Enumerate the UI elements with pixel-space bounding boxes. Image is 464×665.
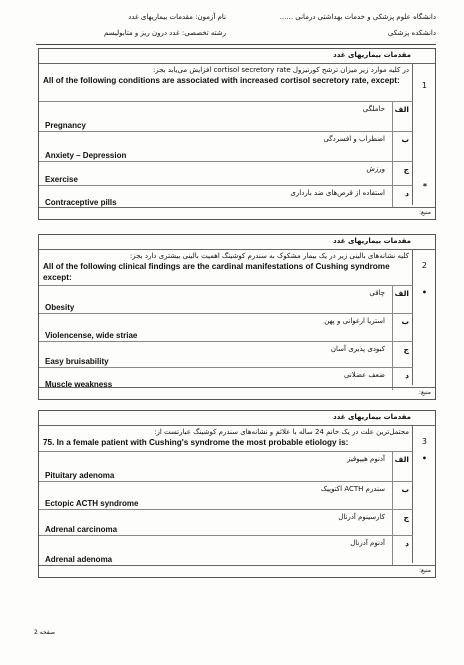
option-text-persian: آدنوم هیپوفیز <box>346 455 385 463</box>
option-text-persian: ضعف عضلانی <box>344 371 385 379</box>
option-text-english: Anxiety – Depression <box>45 151 127 160</box>
option-text-persian: حاملگی <box>362 105 385 113</box>
option-letter: الف <box>394 289 409 298</box>
source-row: منبع: <box>39 207 435 220</box>
question-2-box <box>38 234 436 400</box>
question-3-box <box>38 410 436 578</box>
answer-mark: • <box>421 288 427 297</box>
exam-specialty: رشته تخصصی: غدد درون ریز و متابولیسم <box>103 29 226 37</box>
header-exam-info <box>36 12 226 38</box>
page-number: صفحه 2 <box>34 629 55 636</box>
option-text-persian: استریا ارغوانی و پهن <box>324 317 385 325</box>
option-text-english: Pituitary adenoma <box>45 471 115 480</box>
question-number: 2 <box>421 261 427 270</box>
option-row[interactable] <box>39 313 413 342</box>
option-row[interactable] <box>39 285 427 314</box>
source-row: منبع: <box>39 387 435 400</box>
option-text-english: Ectopic ACTH syndrome <box>45 499 139 508</box>
option-row[interactable] <box>39 535 413 566</box>
option-text-english: Adrenal carcinoma <box>45 525 118 534</box>
source-row: منبع: <box>39 565 435 578</box>
header-divider <box>36 44 436 45</box>
exam-name: نام آزمون: مقدمات بیماریهای غدد <box>128 13 226 21</box>
question-number: 3 <box>421 437 427 446</box>
option-text-persian: ورزش <box>366 165 385 173</box>
question-stem <box>43 427 409 448</box>
option-text-persian: اضطراب و افسردگی <box>323 135 385 143</box>
option-row[interactable] <box>39 481 413 510</box>
answer-mark: * <box>422 182 427 191</box>
option-text-persian: کبودی پذیری آسان <box>330 345 385 353</box>
stem-persian: محتمل‌ترین علت در یک خانم 24 ساله با علائم و نشانه‌های سندرم کوشینگ عبارتست از: <box>154 428 409 436</box>
option-letter: ب <box>401 135 409 144</box>
question-stem <box>43 251 409 283</box>
option-text-english: Muscle weakness <box>45 380 113 389</box>
option-text-english: Obesity <box>45 303 75 312</box>
option-text-persian: سندرم ACTH اکتوپیک <box>320 485 385 493</box>
page-header <box>36 6 436 44</box>
stem-english: All of the following conditions are associated with increased cortisol secretory rate, except: <box>43 76 400 85</box>
option-letter: ج <box>403 165 409 174</box>
option-letter: د <box>405 371 409 380</box>
option-text-english: Exercise <box>45 175 78 184</box>
option-letter: ب <box>401 485 409 494</box>
header-institution <box>280 12 436 38</box>
option-letter: د <box>405 189 409 198</box>
stem-english: 75. In a female patient with Cushing's syndrome the most probable etiology is: <box>43 438 349 447</box>
option-row[interactable] <box>39 182 427 208</box>
option-text-english: Pregnancy <box>45 121 86 130</box>
option-text-english: Easy bruisability <box>45 357 109 366</box>
option-text-english: Violencense, wide striae <box>45 331 138 340</box>
stem-persian: در کلیه موارد زیر میزان ترشح کورتیزول cortisol secretory rate افزایش می‌یابد بجز: <box>152 66 409 74</box>
question-stem <box>43 65 409 86</box>
option-text-persian: کارسینوم آدرنال <box>338 513 385 521</box>
answer-mark: • <box>421 454 427 463</box>
option-text-english: Adrenal adenoma <box>45 555 113 564</box>
option-row[interactable] <box>39 161 413 186</box>
question-1-box <box>38 48 436 220</box>
option-letter: ج <box>403 513 409 522</box>
option-row[interactable] <box>39 451 427 482</box>
faculty-name: دانشکده پزشکی <box>387 29 436 37</box>
option-letter: ج <box>403 345 409 354</box>
question-number: 1 <box>421 81 427 90</box>
stem-persian: کلیه نشانه‌های بالینی زیر در یک بیمار مشکوک به سندرم کوشینگ اهمیت بالینی بیشتری دارد بجز: <box>129 252 409 260</box>
option-letter: الف <box>394 105 409 114</box>
option-row[interactable] <box>39 341 413 368</box>
option-row[interactable] <box>39 509 413 536</box>
option-text-persian: آدنوم آدرنال <box>350 539 385 547</box>
question-category: مقدمات بیماریهای غدد <box>39 235 435 250</box>
option-text-persian: استفاده از قرص‌های ضد بارداری <box>290 189 385 197</box>
stem-english: All of the following clinical findings are the cardinal manifestations of Cushing syndrome except: <box>43 262 390 282</box>
option-row[interactable] <box>39 101 413 132</box>
question-category: مقدمات بیماریهای غدد <box>39 411 435 426</box>
option-letter: الف <box>394 455 409 464</box>
question-category: مقدمات بیماریهای غدد <box>39 49 435 64</box>
option-letter: د <box>405 539 409 548</box>
option-text-english: Contraceptive pills <box>45 198 117 207</box>
option-row[interactable] <box>39 131 413 162</box>
option-letter: ب <box>401 317 409 326</box>
university-name: دانشگاه علوم پزشکی و خدمات بهداشتی درمانی ...... <box>279 13 436 21</box>
option-text-persian: چاقی <box>369 289 385 297</box>
